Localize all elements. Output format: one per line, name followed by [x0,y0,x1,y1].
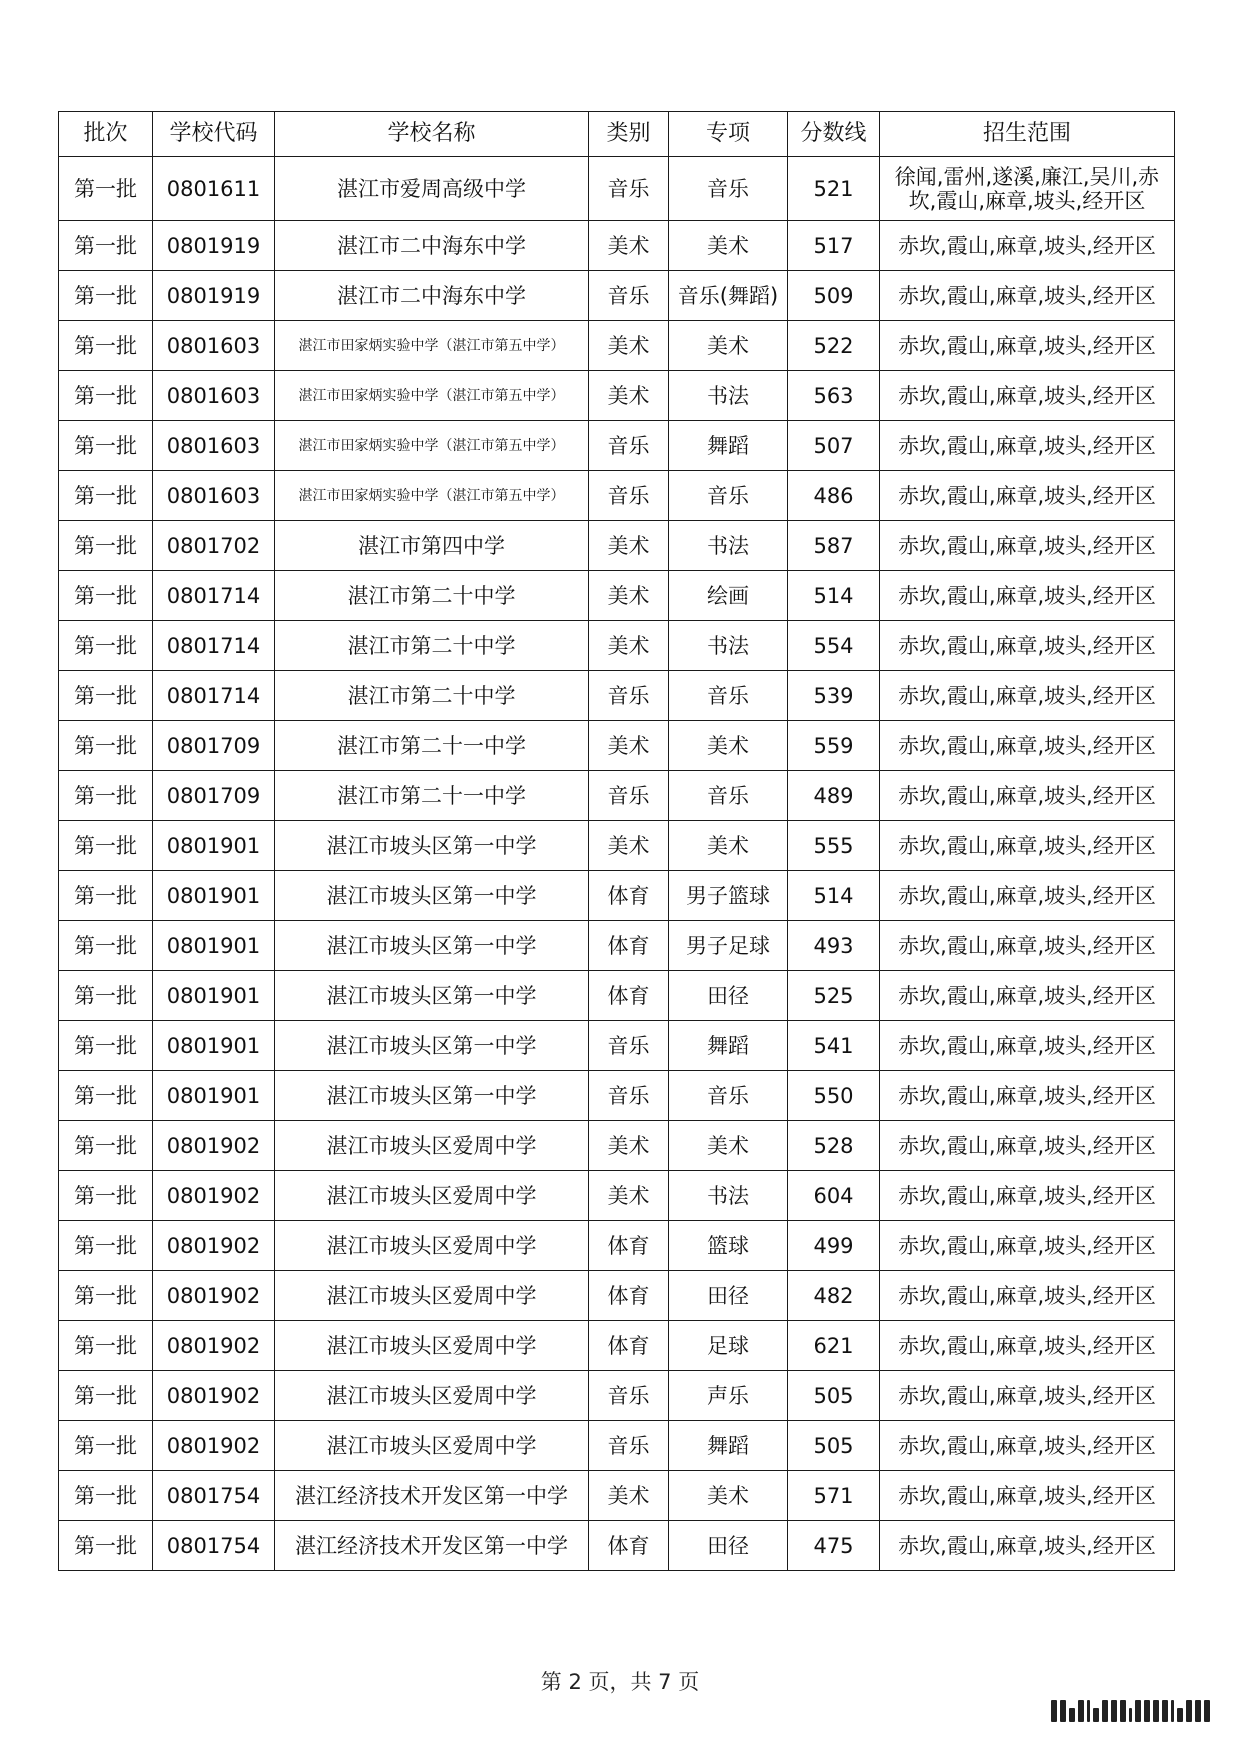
category-cell: 美术 [589,571,669,621]
school-code-cell: 0801714 [153,621,275,671]
batch-cell: 第一批 [59,871,153,921]
score-line-cell: 505 [788,1371,880,1421]
school-code-cell: 0801901 [153,871,275,921]
school-code-cell: 0801919 [153,271,275,321]
enrollment-range-cell: 赤坎,霞山,麻章,坡头,经开区 [880,221,1175,271]
category-cell: 体育 [589,1521,669,1571]
table-header-row [59,112,1175,157]
watermark-bar [1204,1700,1210,1722]
batch-cell: 第一批 [59,671,153,721]
enrollment-range-cell: 赤坎,霞山,麻章,坡头,经开区 [880,1321,1175,1371]
school-name-cell: 湛江市坡头区第一中学 [275,1071,589,1121]
school-name-cell: 湛江市坡头区爱周中学 [275,1371,589,1421]
category-cell: 体育 [589,971,669,1021]
batch-cell: 第一批 [59,1471,153,1521]
category-cell: 美术 [589,521,669,571]
header-score-line: 分数线 [788,112,880,157]
category-cell: 音乐 [589,771,669,821]
enrollment-range-cell: 赤坎,霞山,麻章,坡头,经开区 [880,1271,1175,1321]
school-name-cell: 湛江市坡头区爱周中学 [275,1321,589,1371]
enrollment-range-cell: 赤坎,霞山,麻章,坡头,经开区 [880,821,1175,871]
specialty-cell: 美术 [669,221,788,271]
school-name-cell: 湛江市坡头区第一中学 [275,871,589,921]
enrollment-range-cell: 赤坎,霞山,麻章,坡头,经开区 [880,871,1175,921]
batch-cell: 第一批 [59,1071,153,1121]
score-line-cell: 507 [788,421,880,471]
score-line-cell: 525 [788,971,880,1021]
table-row [59,971,1175,1021]
enrollment-range-cell: 赤坎,霞山,麻章,坡头,经开区 [880,571,1175,621]
school-name-cell: 湛江市坡头区第一中学 [275,971,589,1021]
specialty-cell: 音乐 [669,671,788,721]
school-name-cell: 湛江市坡头区爱周中学 [275,1221,589,1271]
specialty-cell: 舞蹈 [669,1021,788,1071]
school-code-cell: 0801603 [153,471,275,521]
enrollment-range-cell: 赤坎,霞山,麻章,坡头,经开区 [880,1071,1175,1121]
school-code-cell: 0801902 [153,1121,275,1171]
table-row [59,221,1175,271]
enrollment-range-cell: 赤坎,霞山,麻章,坡头,经开区 [880,771,1175,821]
school-name-cell: 湛江市田家炳实验中学（湛江市第五中学） [275,321,589,371]
score-line-cell: 559 [788,721,880,771]
header-specialty: 专项 [669,112,788,157]
table-row [59,521,1175,571]
enrollment-range-cell: 赤坎,霞山,麻章,坡头,经开区 [880,521,1175,571]
score-line-cell: 550 [788,1071,880,1121]
school-code-cell: 0801901 [153,921,275,971]
watermark-bar [1120,1700,1126,1722]
table-row [59,921,1175,971]
batch-cell: 第一批 [59,157,153,221]
category-cell: 音乐 [589,1021,669,1071]
score-line-cell: 522 [788,321,880,371]
enrollment-range-cell: 赤坎,霞山,麻章,坡头,经开区 [880,1371,1175,1421]
enrollment-range-cell: 赤坎,霞山,麻章,坡头,经开区 [880,271,1175,321]
batch-cell: 第一批 [59,1121,153,1171]
batch-cell: 第一批 [59,421,153,471]
enrollment-range-cell: 赤坎,霞山,麻章,坡头,经开区 [880,421,1175,471]
school-name-cell: 湛江市坡头区爱周中学 [275,1121,589,1171]
school-name-cell: 湛江市田家炳实验中学（湛江市第五中学） [275,471,589,521]
enrollment-range-cell: 赤坎,霞山,麻章,坡头,经开区 [880,1221,1175,1271]
table-body [59,157,1175,1571]
batch-cell: 第一批 [59,571,153,621]
score-line-cell: 539 [788,671,880,721]
specialty-cell: 男子足球 [669,921,788,971]
school-name-cell: 湛江市第二十中学 [275,671,589,721]
school-code-cell: 0801901 [153,821,275,871]
score-line-cell: 555 [788,821,880,871]
page-number: 第 2 页，共 7 页 [540,1670,700,1694]
category-cell: 美术 [589,721,669,771]
table-row [59,821,1175,871]
school-code-cell: 0801603 [153,321,275,371]
school-code-cell: 0801902 [153,1371,275,1421]
category-cell: 音乐 [589,157,669,221]
school-name-cell: 湛江市坡头区第一中学 [275,921,589,971]
specialty-cell: 书法 [669,371,788,421]
school-code-cell: 0801702 [153,521,275,571]
table-row [59,1121,1175,1171]
table-row [59,1021,1175,1071]
category-cell: 美术 [589,821,669,871]
specialty-cell: 美术 [669,1471,788,1521]
batch-cell: 第一批 [59,1321,153,1371]
school-code-cell: 0801603 [153,421,275,471]
watermark-bar [1111,1700,1117,1722]
school-name-cell: 湛江市第四中学 [275,521,589,571]
table-row [59,421,1175,471]
batch-cell: 第一批 [59,921,153,971]
score-line-cell: 493 [788,921,880,971]
school-code-cell: 0801714 [153,571,275,621]
specialty-cell: 书法 [669,621,788,671]
table-row [59,771,1175,821]
enrollment-range-cell: 赤坎,霞山,麻章,坡头,经开区 [880,621,1175,671]
school-code-cell: 0801611 [153,157,275,221]
watermark-bar [1177,1708,1183,1722]
table-row [59,721,1175,771]
table-row [59,321,1175,371]
school-code-cell: 0801754 [153,1521,275,1571]
category-cell: 体育 [589,1321,669,1371]
school-name-cell: 湛江市坡头区爱周中学 [275,1421,589,1471]
school-name-cell: 湛江市坡头区爱周中学 [275,1271,589,1321]
table-row [59,1371,1175,1421]
watermark-bar [1102,1700,1108,1722]
batch-cell: 第一批 [59,221,153,271]
specialty-cell: 音乐(舞蹈) [669,271,788,321]
school-code-cell: 0801902 [153,1171,275,1221]
category-cell: 美术 [589,1171,669,1221]
batch-cell: 第一批 [59,1371,153,1421]
school-name-cell: 湛江经济技术开发区第一中学 [275,1521,589,1571]
table-row [59,621,1175,671]
score-line-cell: 528 [788,1121,880,1171]
enrollment-range-cell: 赤坎,霞山,麻章,坡头,经开区 [880,971,1175,1021]
school-name-cell: 湛江市二中海东中学 [275,271,589,321]
watermark-bar [1129,1708,1132,1722]
watermark-bar [1186,1700,1192,1722]
score-line-cell: 489 [788,771,880,821]
enrollment-range-cell: 赤坎,霞山,麻章,坡头,经开区 [880,1521,1175,1571]
watermark-bar [1144,1700,1150,1722]
score-line-cell: 514 [788,871,880,921]
header-category: 类别 [589,112,669,157]
specialty-cell: 舞蹈 [669,421,788,471]
batch-cell: 第一批 [59,321,153,371]
watermark-bar [1093,1708,1099,1722]
specialty-cell: 篮球 [669,1221,788,1271]
score-line-cell: 517 [788,221,880,271]
enrollment-range-cell: 赤坎,霞山,麻章,坡头,经开区 [880,1121,1175,1171]
table-row [59,1271,1175,1321]
specialty-cell: 音乐 [669,471,788,521]
enrollment-range-cell: 赤坎,霞山,麻章,坡头,经开区 [880,1171,1175,1221]
batch-cell: 第一批 [59,371,153,421]
specialty-cell: 美术 [669,321,788,371]
batch-cell: 第一批 [59,521,153,571]
school-name-cell: 湛江市坡头区第一中学 [275,1021,589,1071]
score-line-cell: 541 [788,1021,880,1071]
specialty-cell: 音乐 [669,1071,788,1121]
category-cell: 体育 [589,921,669,971]
category-cell: 体育 [589,1221,669,1271]
header-enrollment-range: 招生范围 [880,112,1175,157]
specialty-cell: 绘画 [669,571,788,621]
school-code-cell: 0801709 [153,771,275,821]
enrollment-range-cell: 赤坎,霞山,麻章,坡头,经开区 [880,1421,1175,1471]
category-cell: 美术 [589,371,669,421]
category-cell: 体育 [589,1271,669,1321]
school-code-cell: 0801902 [153,1221,275,1271]
school-code-cell: 0801902 [153,1421,275,1471]
batch-cell: 第一批 [59,1271,153,1321]
batch-cell: 第一批 [59,1021,153,1071]
table-row [59,671,1175,721]
category-cell: 音乐 [589,671,669,721]
table-row [59,1521,1175,1571]
table-row [59,1221,1175,1271]
specialty-cell: 美术 [669,821,788,871]
enrollment-range-cell: 赤坎,霞山,麻章,坡头,经开区 [880,1021,1175,1071]
score-line-cell: 571 [788,1471,880,1521]
table-row [59,1321,1175,1371]
specialty-cell: 美术 [669,1121,788,1171]
table-row [59,371,1175,421]
category-cell: 音乐 [589,1071,669,1121]
enrollment-range-cell: 徐闻,雷州,遂溪,廉江,吴川,赤坎,霞山,麻章,坡头,经开区 [880,157,1175,221]
school-code-cell: 0801901 [153,1021,275,1071]
school-code-cell: 0801709 [153,721,275,771]
header-batch: 批次 [59,112,153,157]
school-code-cell: 0801714 [153,671,275,721]
score-line-cell: 499 [788,1221,880,1271]
batch-cell: 第一批 [59,271,153,321]
score-line-cell: 509 [788,271,880,321]
watermark-bar [1195,1700,1201,1722]
table-row [59,1421,1175,1471]
admission-score-table [58,111,1175,1571]
batch-cell: 第一批 [59,721,153,771]
enrollment-range-cell: 赤坎,霞山,麻章,坡头,经开区 [880,471,1175,521]
school-name-cell: 湛江市田家炳实验中学（湛江市第五中学） [275,371,589,421]
enrollment-range-cell: 赤坎,霞山,麻章,坡头,经开区 [880,921,1175,971]
specialty-cell: 舞蹈 [669,1421,788,1471]
table-row [59,471,1175,521]
category-cell: 音乐 [589,271,669,321]
school-code-cell: 0801902 [153,1321,275,1371]
specialty-cell: 音乐 [669,771,788,821]
batch-cell: 第一批 [59,1421,153,1471]
table-row [59,571,1175,621]
specialty-cell: 足球 [669,1321,788,1371]
category-cell: 美术 [589,621,669,671]
category-cell: 美术 [589,321,669,371]
enrollment-range-cell: 赤坎,霞山,麻章,坡头,经开区 [880,671,1175,721]
specialty-cell: 男子篮球 [669,871,788,921]
header-school-code: 学校代码 [153,112,275,157]
category-cell: 美术 [589,221,669,271]
watermark-bar [1153,1700,1159,1722]
barcode-watermark-icon [1051,1700,1210,1722]
school-code-cell: 0801754 [153,1471,275,1521]
score-line-cell: 486 [788,471,880,521]
batch-cell: 第一批 [59,771,153,821]
watermark-bar [1087,1700,1090,1722]
school-name-cell: 湛江市坡头区第一中学 [275,821,589,871]
table-row [59,871,1175,921]
watermark-bar [1051,1700,1057,1722]
enrollment-range-cell: 赤坎,霞山,麻章,坡头,经开区 [880,371,1175,421]
watermark-bar [1162,1700,1168,1722]
school-name-cell: 湛江市爱周高级中学 [275,157,589,221]
score-line-cell: 587 [788,521,880,571]
school-name-cell: 湛江市二中海东中学 [275,221,589,271]
table-row [59,157,1175,221]
table-row [59,1171,1175,1221]
category-cell: 美术 [589,1471,669,1521]
school-name-cell: 湛江市第二十中学 [275,571,589,621]
category-cell: 音乐 [589,1371,669,1421]
score-line-cell: 482 [788,1271,880,1321]
batch-cell: 第一批 [59,821,153,871]
batch-cell: 第一批 [59,621,153,671]
batch-cell: 第一批 [59,1171,153,1221]
watermark-bar [1078,1700,1084,1722]
batch-cell: 第一批 [59,1221,153,1271]
watermark-bar [1069,1708,1075,1722]
specialty-cell: 书法 [669,1171,788,1221]
school-code-cell: 0801902 [153,1271,275,1321]
specialty-cell: 田径 [669,1521,788,1571]
category-cell: 美术 [589,1121,669,1171]
enrollment-range-cell: 赤坎,霞山,麻章,坡头,经开区 [880,1471,1175,1521]
category-cell: 音乐 [589,471,669,521]
batch-cell: 第一批 [59,471,153,521]
category-cell: 体育 [589,871,669,921]
watermark-bar [1171,1700,1174,1722]
specialty-cell: 田径 [669,1271,788,1321]
specialty-cell: 音乐 [669,157,788,221]
school-code-cell: 0801901 [153,1071,275,1121]
table-row [59,271,1175,321]
specialty-cell: 田径 [669,971,788,1021]
watermark-bar [1060,1700,1066,1722]
table-row [59,1471,1175,1521]
score-line-cell: 521 [788,157,880,221]
score-line-cell: 621 [788,1321,880,1371]
score-line-cell: 475 [788,1521,880,1571]
school-name-cell: 湛江市第二十中学 [275,621,589,671]
watermark-bar [1135,1700,1141,1722]
header-school-name: 学校名称 [275,112,589,157]
category-cell: 音乐 [589,421,669,471]
score-line-cell: 604 [788,1171,880,1221]
category-cell: 音乐 [589,1421,669,1471]
school-name-cell: 湛江经济技术开发区第一中学 [275,1471,589,1521]
school-code-cell: 0801901 [153,971,275,1021]
specialty-cell: 声乐 [669,1371,788,1421]
batch-cell: 第一批 [59,1521,153,1571]
enrollment-range-cell: 赤坎,霞山,麻章,坡头,经开区 [880,721,1175,771]
table-row [59,1071,1175,1121]
school-name-cell: 湛江市第二十一中学 [275,721,589,771]
specialty-cell: 书法 [669,521,788,571]
school-name-cell: 湛江市田家炳实验中学（湛江市第五中学） [275,421,589,471]
school-code-cell: 0801603 [153,371,275,421]
school-name-cell: 湛江市第二十一中学 [275,771,589,821]
score-line-cell: 563 [788,371,880,421]
score-line-cell: 554 [788,621,880,671]
score-line-cell: 514 [788,571,880,621]
batch-cell: 第一批 [59,971,153,1021]
score-line-cell: 505 [788,1421,880,1471]
enrollment-range-cell: 赤坎,霞山,麻章,坡头,经开区 [880,321,1175,371]
school-name-cell: 湛江市坡头区爱周中学 [275,1171,589,1221]
specialty-cell: 美术 [669,721,788,771]
school-code-cell: 0801919 [153,221,275,271]
